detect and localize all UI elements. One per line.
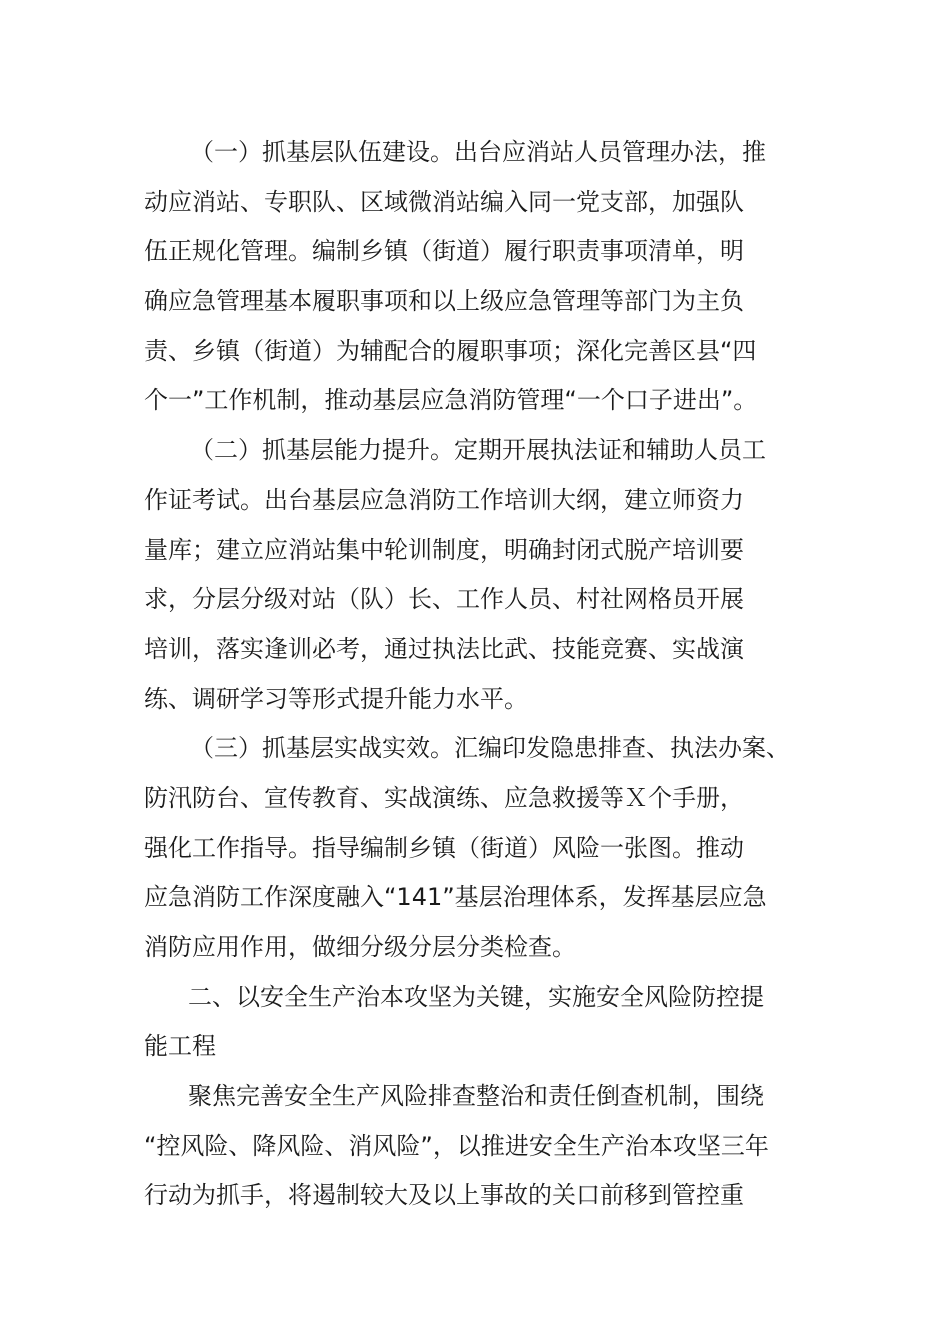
- paragraph-3-line-1: （三）抓基层实战实效。汇编印发隐患排查、执法办案、: [190, 734, 790, 763]
- document-body: [144, 128, 824, 1221]
- paragraph-2-line-4: 求，分层分级对站（队）长、工作人员、村社网格员开展: [144, 585, 744, 614]
- paragraph-1-line-4: 确应急管理基本履职事项和以上级应急管理等部门为主负: [144, 287, 744, 316]
- paragraph-2-line-5: 培训，落实逢训必考，通过执法比武、技能竞赛、实战演: [144, 634, 744, 663]
- paragraph-2-line-3: 量库；建立应消站集中轮训制度，明确封闭式脱产培训要: [144, 535, 744, 564]
- paragraph-1-line-2: 动应消站、专职队、区域微消站编入同一党支部，加强队: [144, 187, 744, 216]
- paragraph-2-line-2: 作证考试。出台基层应急消防工作培训大纲，建立师资力: [144, 485, 744, 514]
- paragraph-3-line-3: 强化工作指导。指导编制乡镇（街道）风险一张图。推动: [144, 833, 744, 862]
- paragraph-4-line-2: “控风险、降风险、消风险”，以推进安全生产治本攻坚三年: [144, 1131, 769, 1160]
- paragraph-2-line-1: （二）抓基层能力提升。定期开展执法证和辅助人员工: [190, 436, 766, 465]
- paragraph-3-line-4: 应急消防工作深度融入“141”基层治理体系，发挥基层应急: [144, 883, 767, 912]
- paragraph-4-line-1: 聚焦完善安全生产风险排查整治和责任倒查机制，围绕: [188, 1082, 764, 1111]
- paragraph-1-line-5: 责、乡镇（街道）为辅配合的履职事项；深化完善区县“四: [144, 336, 757, 365]
- paragraph-2-line-6: 练、调研学习等形式提升能力水平。: [144, 684, 528, 713]
- paragraph-3-line-2: 防汛防台、宣传教育、实战演练、应急救援等Ｘ个手册，: [144, 783, 744, 812]
- paragraph-1-line-6: 个一”工作机制，推动基层应急消防管理“一个口子进出”。: [144, 386, 758, 415]
- paragraph-3-line-5: 消防应用作用，做细分级分层分类检查。: [144, 933, 576, 961]
- section-heading-line-1: 二、以安全生产治本攻坚为关键，实施安全风险防控提: [188, 982, 764, 1011]
- paragraph-4-line-3: 行动为抓手，将遏制较大及以上事故的关口前移到管控重: [144, 1181, 744, 1210]
- section-heading-line-2: 能工程: [144, 1032, 216, 1061]
- paragraph-1-line-3: 伍正规化管理。编制乡镇（街道）履行职责事项清单，明: [144, 237, 744, 266]
- paragraph-1-line-1: （一）抓基层队伍建设。出台应消站人员管理办法，推: [190, 138, 766, 166]
